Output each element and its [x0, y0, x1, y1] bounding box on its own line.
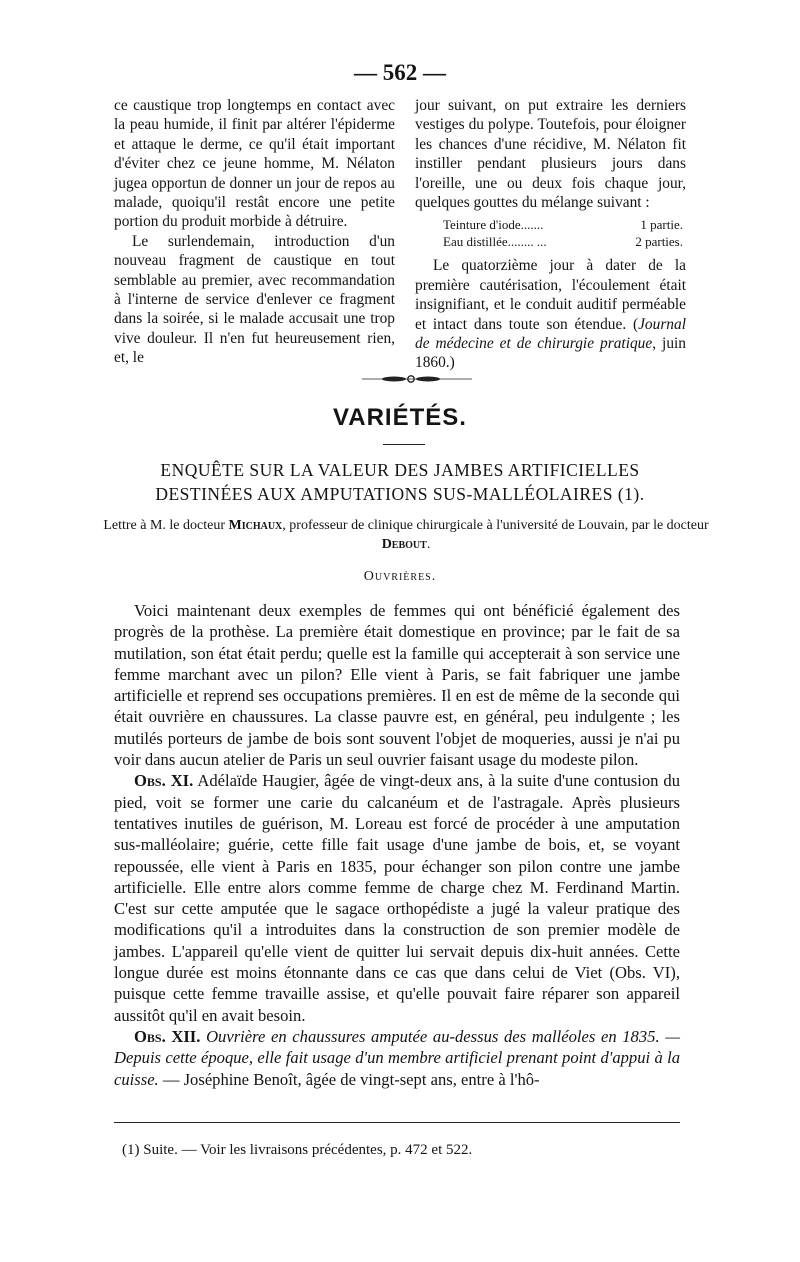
citation-date: , juin 1860.) [415, 335, 686, 372]
recipe-ingredient: Eau distillée........ ... [443, 234, 547, 250]
page-number: — 562 — [354, 60, 446, 85]
paragraph: Voici maintenant deux exemples de femmes qui ont bénéficié également des progrès de la prothèse. La première était domestique en province; par le fait de sa mutilation, son état était perdu; quelle est la famille qui accepterait à son service une femme marchant avec un pilon? Elle vient à Paris, se fait fabriquer une jambe artificielle et reprend ses occupations premières. Il en est de même de la seconde qui était ouvrière en chaussures. La classe pauvre est, en général, peu indulgente ; les mutilés porteurs de jambe de bois sont souvent l'objet de moqueries, aussi je n'ai pu voir dans aucun atelier de Paris un seul ouvrier faisant usage du modeste pilon. [114, 601, 680, 770]
main-text [114, 600, 680, 1090]
paragraph-obs-11: Obs. XI. Adélaïde Haugier, âgée de vingt-deux ans, à la suite d'une contusion du pied, voit se former une carie du calcanéum et de l'astragale. Après plusieurs tentatives inutiles de guérison, M. Loreau est forcé de procéder à une amputation sus-malléolaire; guérie, cette fille fait usage d'une jambe de bois, et, se voyant repoussée, elle vient à Paris en 1835, pour échanger son pilon contre une jambe artificielle. Elle entre alors comme femme de charge chez M. Ferdinand Martin. C'est sur cette amputée que le sagace orthopédiste a jugé la valeur pratique des modifications qu'il a introduites dans la construction de son premier modèle de jambes. L'appareil qu'elle vient de quitter lui servait depuis dix-huit années. Cette longue durée est moins étonnante dans ce cas que dans celui de Viet (Obs. VI), puisque cette femme travaille assise, et qu'elle pouvait faire réparer son appareil aussitôt qu'il en avait besoin. [114, 771, 680, 1025]
left-paragraph: ce caustique trop longtemps en contact avec la peau humide, il finit par altérer l'épiderme et attaque le derme, ce qu'il était important d'éviter chez ce jeune homme, M. Nélaton jugea opportun de donner un jour de repos au malade, quoiqu'il restât encore une petite portion du produit morbide à détruire. [114, 97, 395, 231]
title-rule [383, 444, 425, 445]
right-column [415, 96, 686, 373]
citation-journal: Journal de médecine et de chirurgie pratique [415, 315, 686, 353]
footnote-rule [114, 1122, 680, 1123]
recipe-row [443, 233, 683, 250]
footnote: (1) Suite. — Voir les livraisons précédentes, p. 472 et 522. [122, 1142, 473, 1158]
recipe [443, 216, 683, 250]
left-column [114, 96, 395, 368]
recipient-name: Michaux [228, 518, 283, 533]
article-title [100, 458, 700, 506]
right-paragraph-after: Le quatorzième jour à dater de la première cautérisation, l'écoulement était insignifiant, et le conduit auditif perméable et intact dans toute son étendue. (Journal de médecine et de chirurgie pratique, juin 1860.) [415, 257, 686, 372]
citation-open: ( [632, 315, 639, 333]
obs-label: Obs. XII. [134, 1026, 201, 1046]
footnote-mark: (1) [122, 1142, 140, 1158]
left-paragraph: Le surlendemain, introduction d'un nouveau fragment de caustique en tout semblable au premier, avec recommandation à l'interne de service d'enlever ce fragment dans la soirée, si le malade accusait une trop vive douleur. Il n'en fut heureusement rien, et, le [114, 232, 395, 367]
recipe-quantity: 1 partie. [640, 217, 683, 233]
letter-attribution: Lettre à M. le docteur Michaux, professeur de clinique chirurgicale à l'université de Louvain, par le docteur Debout. [103, 518, 709, 552]
ornament-divider [362, 374, 472, 384]
author-name: Debout [381, 537, 427, 552]
subheading: Ouvrières. [363, 569, 437, 584]
article-title-line: ENQUÊTE SUR LA VALEUR DES JAMBES ARTIFICIELLES [160, 460, 640, 480]
section-title: VARIÉTÉS. [333, 404, 467, 431]
footnote-reference: (1) [617, 484, 640, 504]
recipe-quantity: 2 parties. [635, 234, 683, 250]
right-paragraph-intro: jour suivant, on put extraire les derniers vestiges du polype. Toutefois, pour éloigner les chances d'une récidive, M. Nélaton fit instiller pendant plusieurs jours dans l'oreille, une ou deux fois chaque jour, quelques gouttes du mélange suivant : [415, 97, 686, 212]
obs-label: Obs. XI. [134, 771, 194, 791]
recipe-ingredient: Teinture d'iode....... [443, 217, 544, 233]
article-title-line: DESTINÉES AUX AMPUTATIONS SUS-MALLÉOLAIRES (1). [155, 484, 645, 504]
recipe-row [443, 216, 683, 233]
paragraph-obs-12: Obs. XII. Ouvrière en chaussures amputée au-dessus des malléoles en 1835. — Depuis cette époque, elle fait usage d'un membre artificiel prenant point d'appui à la cuisse. — Joséphine Benoît, âgée de vingt-sept ans, entre à l'hô- [114, 1026, 680, 1089]
